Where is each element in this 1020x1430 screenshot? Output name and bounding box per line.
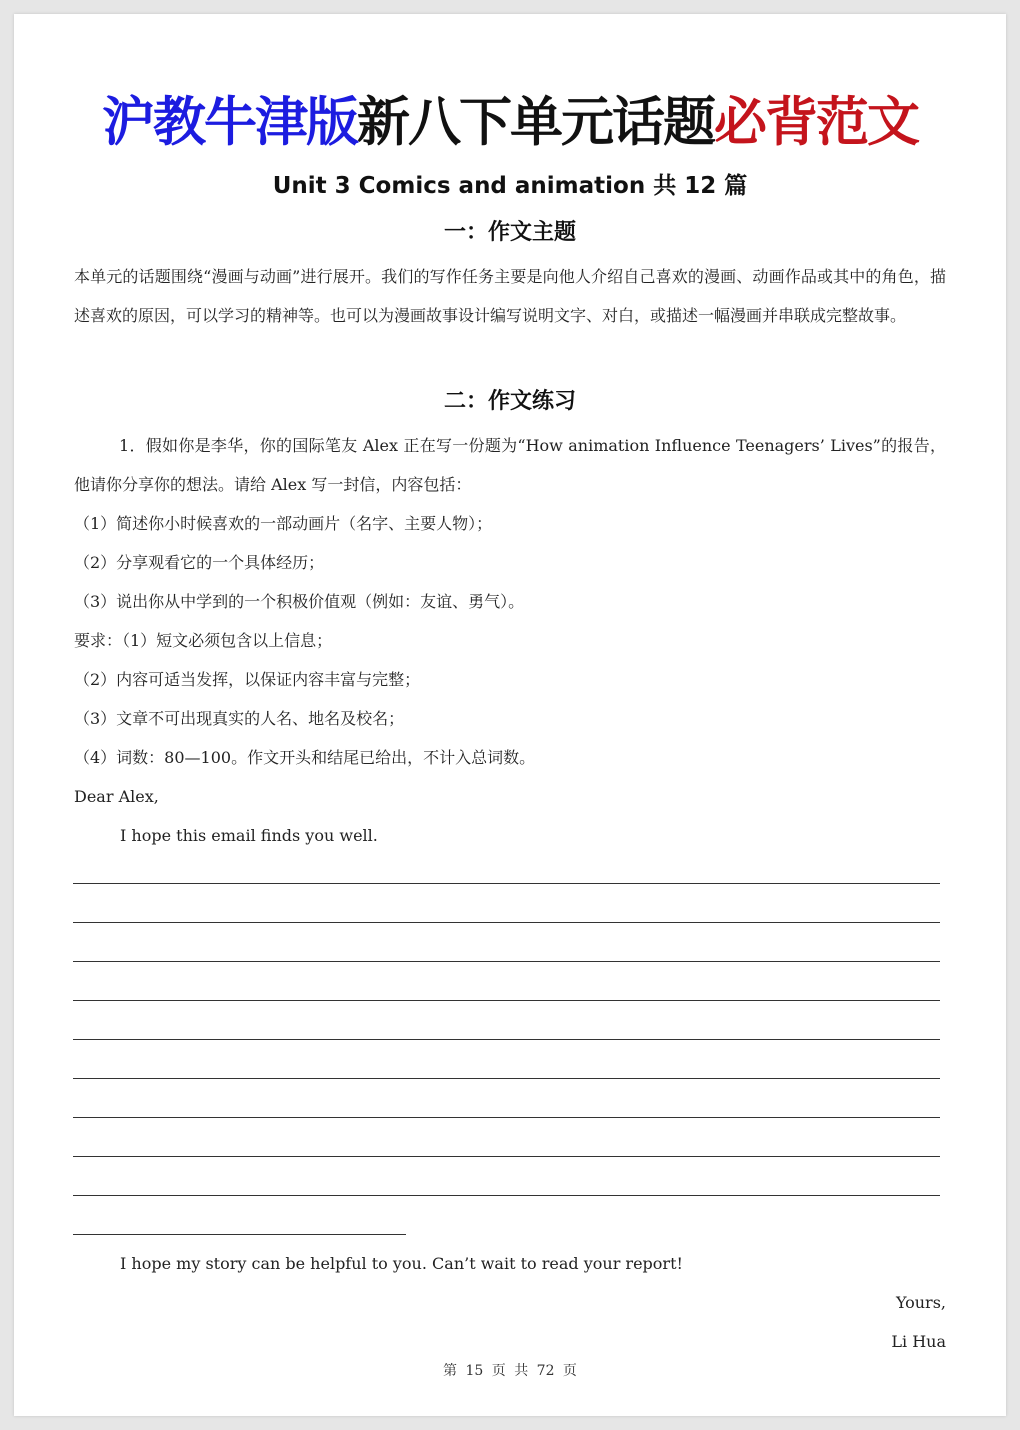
section-heading-theme: 一：作文主题: [443, 220, 576, 245]
requirement-2: （2）内容可适当发挥，以保证内容丰富与完整；: [74, 670, 421, 689]
writing-line: [73, 883, 940, 884]
letter-signoff: Yours,: [895, 1293, 946, 1312]
document-title: [0, 88, 1020, 158]
letter-greeting: Dear Alex,: [74, 787, 159, 806]
page-number-footer: 第 15 页 共 72 页: [443, 1363, 577, 1379]
writing-line: [73, 961, 940, 962]
writing-line: [73, 1195, 940, 1196]
section-theme-body: 本单元的话题围绕“漫画与动画”进行展开。我们的写作任务主要是向他人介绍自己喜欢的漫画、动画作品或其中的角色，描述喜欢的原因，可以学习的精神等。也可以为漫画故事设计编写说明文字、对白，或描述一幅漫画并串联成完整故事。: [74, 267, 946, 325]
task-point-3: （3）说出你从中学到的一个积极价值观（例如：友谊、勇气）。: [74, 592, 525, 611]
task-point-2: （2）分享观看它的一个具体经历；: [74, 553, 325, 572]
title-part-blue: 沪教牛津版: [102, 92, 357, 153]
letter-opening: I hope this email finds you well.: [120, 826, 378, 845]
letter-signature: Li Hua: [891, 1332, 946, 1351]
requirement-3: （3）文章不可出现真实的人名、地名及校名；: [74, 709, 405, 728]
task-prompt: 1．假如你是李华，你的国际笔友 Alex 正在写一份题为“How animation Influence Teenagers’ Lives”的报告，他请你分享你的想法。请给 Alex 写一封信，内容包括：: [74, 436, 946, 494]
writing-line: [73, 1039, 940, 1040]
section-heading-practice: 二：作文练习: [443, 389, 576, 414]
title-part-red: 必背范文: [714, 92, 918, 153]
writing-line: [73, 1078, 940, 1079]
document-subtitle: Unit 3 Comics and animation 共 12 篇: [272, 173, 748, 199]
requirement-1: 要求：（1）短文必须包含以上信息；: [74, 631, 333, 650]
task-point-1: （1）简述你小时候喜欢的一部动画片（名字、主要人物）；: [74, 514, 493, 533]
writing-line: [73, 922, 940, 923]
letter-closing-text: I hope my story can be helpful to you. Can’t wait to read your report!: [120, 1254, 683, 1273]
requirement-4: （4）词数：80—100。作文开头和结尾已给出，不计入总词数。: [74, 748, 536, 767]
writing-line: [73, 1117, 940, 1118]
writing-line: [73, 1156, 940, 1157]
writing-line-short: [73, 1234, 406, 1235]
title-part-black: 新八下单元话题: [357, 92, 714, 153]
writing-line: [73, 1000, 940, 1001]
